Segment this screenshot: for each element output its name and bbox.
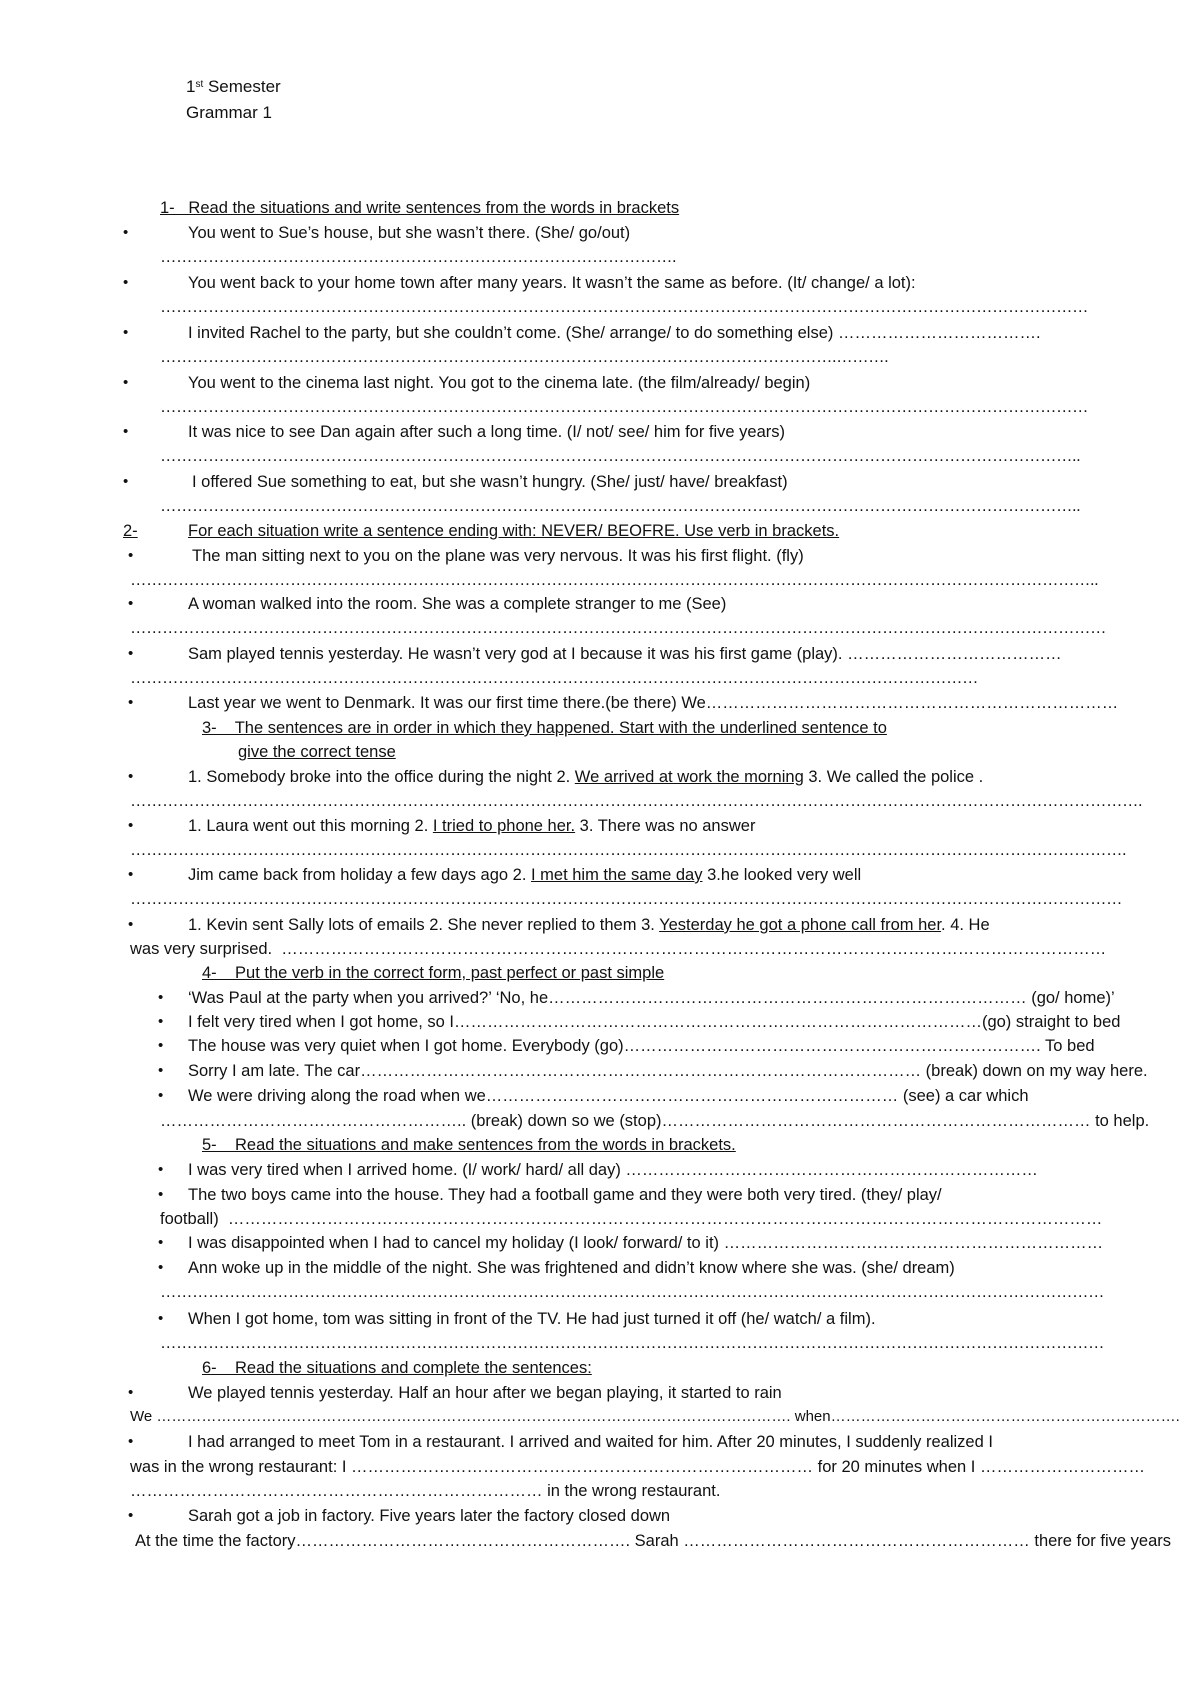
- s6-question-2-end: ………………………………………………………………… in the wrong restaurant.: [130, 1482, 721, 1500]
- underlined-sentence: Yesterday he got a phone call from her: [659, 916, 942, 934]
- s6-answer-1: We ………………………………………………………………………………………………………………. when…………………………………………………………….: [130, 1408, 1180, 1425]
- bullet: •: [128, 916, 134, 933]
- section-6-title: 6- Read the situations and complete the sentences:: [202, 1359, 592, 1377]
- semester-label: 1st Semester: [186, 77, 281, 96]
- s1-question-6: I offered Sue something to eat, but she wasn’t hungry. (She/ just/ have/ breakfast): [192, 473, 788, 491]
- bullet: •: [123, 423, 129, 440]
- bullet: •: [158, 1259, 164, 1276]
- bullet: •: [123, 324, 129, 341]
- bullet: •: [123, 374, 129, 391]
- bullet: •: [123, 224, 129, 241]
- s1-question-3: I invited Rachel to the party, but she couldn’t come. (She/ arrange/ to do something else) ……………………………….: [188, 324, 1041, 342]
- s5-answer-4: ……………………………………………………………………………………………………………………………………………………………: [160, 1283, 1104, 1301]
- s5-question-4: Ann woke up in the middle of the night. She was frightened and didn’t know where she was. (she/ dream): [188, 1259, 955, 1277]
- s1-answer-2: …………………………………………………………………………………………………………………………………………………………: [160, 298, 1088, 316]
- underlined-sentence: I met him the same day: [531, 866, 703, 884]
- bullet: •: [158, 1186, 164, 1203]
- bullet: •: [158, 1234, 164, 1251]
- s4-question-4: Sorry I am late. The car………………………………………………………………………………………… (break) down on my way here.: [188, 1062, 1148, 1080]
- s3-question-3: Jim came back from holiday a few days ago 2. I met him the same day 3.he looked very well: [188, 866, 862, 884]
- bullet: •: [158, 1310, 164, 1327]
- s2-answer-1: ………………………………………………………………………………………………………………………………………………………………..: [130, 571, 1099, 589]
- s5-answer-5: ……………………………………………………………………………………………………………………………………………………………: [160, 1334, 1104, 1352]
- bullet: •: [128, 768, 134, 785]
- s1-answer-5: ………………………………………………………………………………………………………………………………………………………..: [160, 447, 1081, 465]
- s4-answer-5: ……………………………………………….. (break) down so we (stop)…………………………………………………………………… to help.: [160, 1112, 1150, 1130]
- bullet: •: [128, 866, 134, 883]
- bullet: •: [123, 473, 129, 490]
- s2-question-3: Sam played tennis yesterday. He wasn’t very god at I because it was his first game (play). …………………………………: [188, 645, 1062, 663]
- s3-answer-1: ……………………………………………………………………………………………………………………………………………………………………….: [130, 792, 1143, 810]
- s3-question-1: 1. Somebody broke into the office during the night 2. We arrived at work the morning 3. We called the police .: [188, 768, 984, 786]
- s6-question-2-cont: was in the wrong restaurant: I ………………………………………………………………………… for 20 minutes when I …………………………: [130, 1458, 1145, 1476]
- bullet: •: [158, 989, 164, 1006]
- bullet: •: [158, 1062, 164, 1079]
- s4-question-5: We were driving along the road when we………………………………………………………………… (see) a car which: [188, 1087, 1029, 1105]
- s5-question-2-cont: football) ……………………………………………………………………………………………………………………………………………: [160, 1210, 1103, 1228]
- s3-answer-3: ……………………………………………………………………………………………………………………………………………………………………: [130, 890, 1122, 908]
- s4-question-1: ‘Was Paul at the party when you arrived?’ ‘No, he…………………………………………………………………………… (go/ home)’: [188, 989, 1115, 1007]
- s3-question-4-cont: was very surprised. ……………………………………………………………………………………………………………………………………: [130, 940, 1107, 958]
- s5-question-5: When I got home, tom was sitting in front of the TV. He had just turned it off (he/ watch/ a film).: [188, 1310, 876, 1328]
- s6-question-2: I had arranged to meet Tom in a restaurant. I arrived and waited for him. After 20 minutes, I suddenly realized I: [188, 1433, 993, 1451]
- s5-question-3: I was disappointed when I had to cancel my holiday (I look/ forward/ to it) ……………………………………………………………: [188, 1234, 1104, 1252]
- s5-question-2: The two boys came into the house. They had a football game and they were both very tired. (they/ play/: [188, 1186, 942, 1204]
- underlined-sentence: I tried to phone her.: [432, 817, 576, 835]
- s2-answer-3: ……………………………………………………………………………………………………………………………………………: [130, 669, 978, 687]
- bullet: •: [128, 595, 134, 612]
- s4-question-2: I felt very tired when I got home, so I……………………………………………………………………………………(go) straight to bed: [188, 1013, 1121, 1031]
- s3-question-4: 1. Kevin sent Sally lots of emails 2. She never replied to them 3. Yesterday he got a phone call from her. 4. He: [188, 916, 990, 934]
- bullet: •: [158, 1087, 164, 1104]
- s3-answer-2: …………………………………………………………………………………………………………………………………………………………………….: [130, 841, 1127, 859]
- underlined-sentence: We arrived at work the morning: [574, 768, 804, 786]
- bullet: •: [158, 1161, 164, 1178]
- s2-question-4: Last year we went to Denmark. It was our first time there.(be there) We…………………………………………………………………: [188, 694, 1119, 712]
- section-4-title: 4- Put the verb in the correct form, past perfect or past simple: [202, 964, 665, 982]
- s3-question-2: 1. Laura went out this morning 2. I tried to phone her. 3. There was no answer: [188, 817, 756, 835]
- section-3-title: 3- The sentences are in order in which they happened. Start with the underlined sentence to: [202, 719, 887, 737]
- s6-question-3: Sarah got a job in factory. Five years later the factory closed down: [188, 1507, 671, 1525]
- s5-question-1: I was very tired when I arrived home. (I/ work/ hard/ all day) …………………………………………………………………: [188, 1161, 1038, 1179]
- section-1-title: 1- Read the situations and write sentences from the words in brackets: [160, 199, 680, 217]
- s1-question-5: It was nice to see Dan again after such a long time. (I/ not/ see/ him for five years): [188, 423, 786, 441]
- bullet: •: [128, 694, 134, 711]
- bullet: •: [128, 1433, 134, 1450]
- subject-label: Grammar 1: [186, 103, 272, 122]
- bullet: •: [128, 547, 134, 564]
- s1-question-1: You went to Sue’s house, but she wasn’t there. (She/ go/out): [188, 224, 631, 242]
- s1-question-2: You went back to your home town after many years. It wasn’t the same as before. (It/ change/ a lot):: [188, 274, 916, 292]
- bullet: •: [128, 645, 134, 662]
- bullet: •: [158, 1013, 164, 1030]
- s1-answer-6: ………………………………………………………………………………………………………………………………………………………..: [160, 497, 1081, 515]
- bullet: •: [123, 274, 129, 291]
- s4-question-3: The house was very quiet when I got home. Everybody (go)…………………………………………………………………. To bed: [188, 1037, 1095, 1055]
- s2-answer-2: …………………………………………………………………………………………………………………………………………………………………: [130, 619, 1106, 637]
- section-5-title: 5- Read the situations and make sentences from the words in brackets.: [202, 1136, 736, 1154]
- s1-answer-4: …………………………………………………………………………………………………………………………………………………………: [160, 398, 1088, 416]
- s2-question-2: A woman walked into the room. She was a complete stranger to me (See): [188, 595, 727, 613]
- s6-answer-3: At the time the factory……………………………………………………. Sarah ……………………………………………………… there for five years: [135, 1532, 1171, 1550]
- section-3-title-cont: give the correct tense: [238, 743, 396, 761]
- bullet: •: [128, 1384, 134, 1401]
- s1-question-4: You went to the cinema last night. You got to the cinema late. (the film/already/ begin): [188, 374, 811, 392]
- s1-answer-1: …………………………………………………………………………………….: [160, 248, 677, 266]
- s2-question-1: The man sitting next to you on the plane was very nervous. It was his first flight. (fly): [192, 547, 804, 565]
- bullet: •: [128, 817, 134, 834]
- section-2-number: 2-: [123, 522, 138, 540]
- s1-answer-3: ……………………………………………………………………………………………………………….……….: [160, 348, 889, 366]
- bullet: •: [158, 1037, 164, 1054]
- bullet: •: [128, 1507, 134, 1524]
- s6-question-1: We played tennis yesterday. Half an hour after we began playing, it started to rain: [188, 1384, 782, 1402]
- section-2-title: For each situation write a sentence ending with: NEVER/ BEOFRE. Use verb in brackets.: [188, 522, 840, 540]
